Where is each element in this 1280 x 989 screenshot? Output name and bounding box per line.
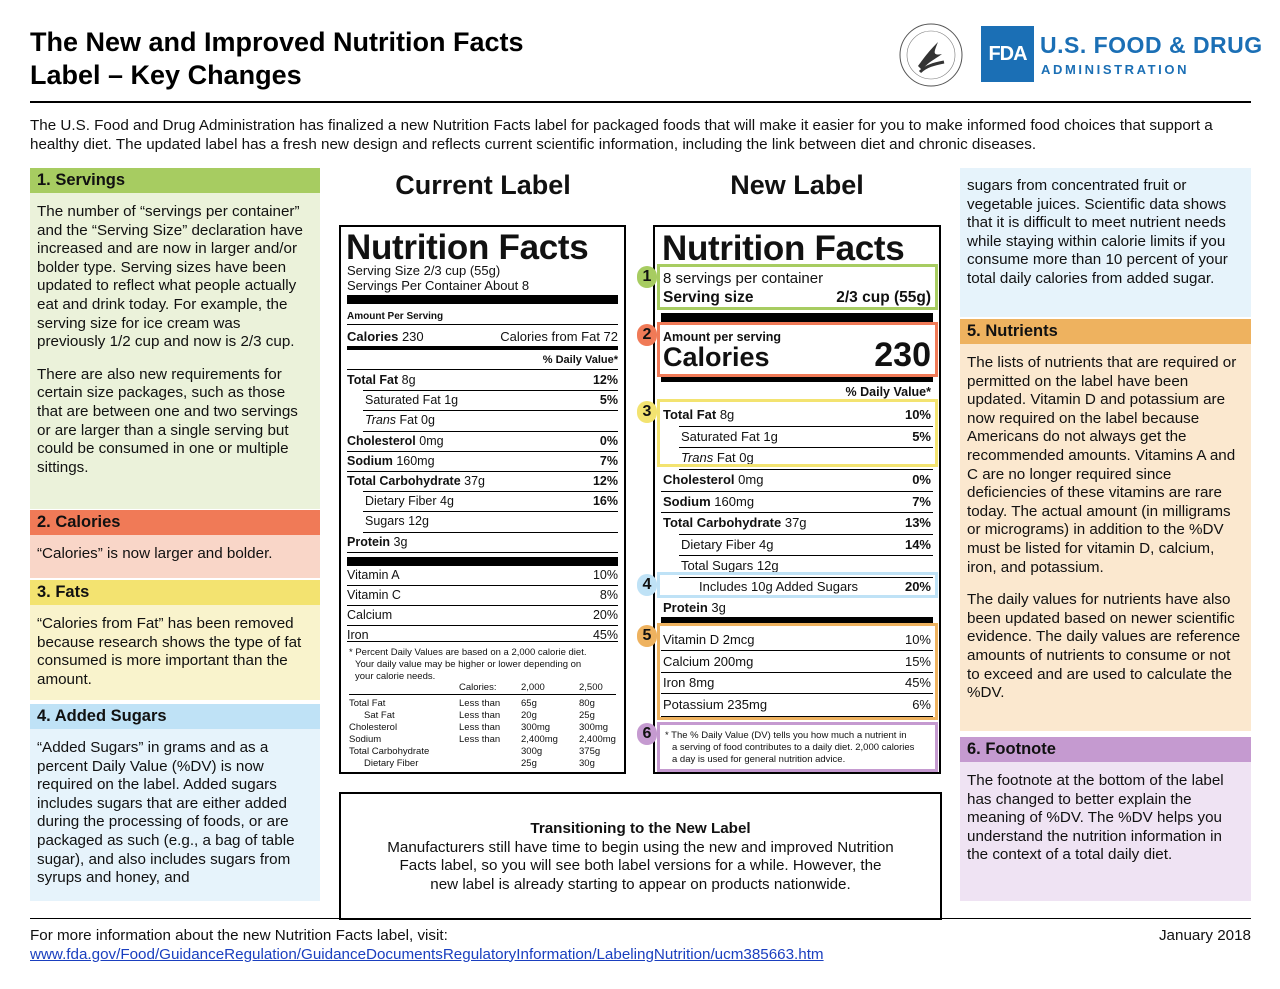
nutrient-amount: Fat 0g bbox=[399, 413, 435, 428]
nutrient-name: Cholesterol bbox=[663, 472, 735, 487]
marker-4: 4 bbox=[637, 574, 657, 596]
nutrient-label bbox=[347, 535, 407, 549]
dv-table-cell: 2,400mg bbox=[579, 734, 616, 745]
divider bbox=[347, 552, 618, 553]
panel-fats bbox=[30, 580, 320, 700]
marker-3: 3 bbox=[637, 401, 657, 423]
dv-table-header-cell: 2,500 bbox=[579, 682, 603, 693]
serving-size-label: Serving size bbox=[663, 289, 754, 306]
divider bbox=[363, 431, 618, 432]
nutrient-amount: 1g bbox=[444, 393, 459, 408]
calories-from-fat: Calories from Fat 72 bbox=[500, 329, 618, 344]
nutrient-name: Sodium bbox=[663, 493, 711, 509]
nutrient-dv: 5% bbox=[912, 428, 931, 444]
amount-per-serving: Amount per serving bbox=[663, 330, 782, 344]
nutrient-dv: 14% bbox=[904, 536, 931, 552]
vitamin-dv: 8% bbox=[599, 588, 618, 602]
divider bbox=[347, 557, 618, 566]
serving-size-value: 2/3 cup (55g) bbox=[836, 289, 931, 306]
header-divider bbox=[30, 101, 1251, 103]
dv-table-cell: 300mg bbox=[521, 722, 551, 733]
nutrient-name: Trans bbox=[681, 450, 714, 465]
vitamin-dv: 45% bbox=[592, 628, 618, 642]
nutrient-amount: 37g bbox=[784, 515, 807, 530]
nutrient-dv: 7% bbox=[912, 493, 931, 509]
dv-table-cell: Dietary Fiber bbox=[364, 758, 419, 769]
fda-administration: ADMINISTRATION bbox=[1041, 62, 1190, 77]
vitamin-dv: 10% bbox=[904, 632, 931, 647]
vitamin-name: Iron 8mg bbox=[663, 675, 715, 690]
nutrient-amount: 12g bbox=[756, 558, 779, 573]
nutrient-amount: 8g bbox=[719, 407, 735, 422]
highlight-added-sugars bbox=[657, 572, 938, 598]
nutrient-label bbox=[347, 373, 416, 387]
divider bbox=[347, 324, 618, 325]
dv-table-cell: 375g bbox=[579, 746, 601, 757]
dv-table-cell: 25g bbox=[521, 758, 537, 769]
dv-table-header-cell: 2,000 bbox=[521, 682, 545, 693]
footnote-line: a serving of food contributes to a daily diet. 2,000 calories bbox=[672, 742, 915, 753]
vitamin-row bbox=[347, 628, 618, 642]
nutrient-amount: Fat 0g bbox=[716, 450, 754, 465]
panel-added-sugars-continued bbox=[960, 168, 1251, 317]
dv-table-cell: Less than bbox=[459, 734, 501, 745]
intro-text: The U.S. Food and Drug Administration has finalized a new Nutrition Facts label for packaged foods that will make it easier for you to make informed food choices that support a healthy diet. The updated label has a fresh new design and reflects current scientific information, including the link between diet and chronic diseases. bbox=[30, 117, 1213, 153]
nutrient-label bbox=[347, 454, 435, 468]
nutrient-dv: 13% bbox=[904, 515, 931, 530]
divider bbox=[349, 694, 616, 695]
current-nutrition-label bbox=[339, 225, 626, 774]
dv-table-cell: Less than bbox=[459, 698, 501, 709]
transition-line: Manufacturers still have time to begin using the new and improved Nutrition bbox=[387, 838, 894, 856]
nutrient-row bbox=[663, 472, 931, 487]
nutrient-row bbox=[347, 454, 618, 468]
nutrient-row bbox=[347, 413, 618, 427]
vitamin-row bbox=[347, 568, 618, 582]
highlight-calories bbox=[657, 322, 938, 377]
footer-date: January 2018 bbox=[1158, 927, 1251, 944]
divider bbox=[661, 512, 933, 513]
panel-heading: 4. Added Sugars bbox=[30, 704, 320, 729]
panel-paragraph: There are also new requirements for certain size packages, such as those that are between one and two servings or are larger than a single serving but could be consumed in one or multiple sittings. bbox=[37, 365, 298, 476]
divider bbox=[363, 410, 618, 411]
label-title: Nutrition Facts bbox=[662, 229, 905, 268]
panel-servings bbox=[30, 168, 320, 509]
nutrient-label bbox=[681, 537, 774, 552]
divider bbox=[679, 555, 933, 556]
dv-table-cell: 25g bbox=[579, 710, 595, 721]
nutrient-amount: 8g bbox=[401, 373, 416, 387]
highlight-nutrients bbox=[657, 623, 938, 720]
divider bbox=[363, 390, 618, 391]
added-sugars-label: Includes 10g Added Sugars bbox=[699, 579, 859, 594]
nutrient-row bbox=[663, 558, 931, 573]
nutrient-name: Saturated Fat bbox=[681, 428, 760, 444]
daily-value-header: % Daily Value* bbox=[845, 385, 931, 399]
page-title bbox=[30, 26, 524, 92]
panel-paragraph: The lists of nutrients that are required or permitted on the label have been updated. Vitamin D and potassium are now required on the label because Americans do not always get the recommended amounts. Vitamins A and C are no longer required since deficiencies of these vitamins are rare today. The actual amount (in milligrams or micrograms) in addition to the %DV must be listed for vitamin D, calcium, iron, and potassium. bbox=[967, 354, 1237, 576]
dv-table-cell: 30g bbox=[579, 758, 595, 769]
dv-table-cell: Less than bbox=[459, 722, 501, 733]
marker-5: 5 bbox=[637, 625, 657, 647]
marker-1: 1 bbox=[637, 266, 657, 288]
footer-link[interactable]: www.fda.gov/Food/GuidanceRegulation/GuidanceDocumentsRegulatoryInformation/LabelingNutrition/ucm385663.htm bbox=[30, 945, 824, 963]
nutrient-row bbox=[663, 515, 931, 530]
nutrient-name: Total Fat bbox=[663, 407, 717, 422]
panel-body bbox=[960, 168, 1251, 317]
nutrient-name: Total Fat bbox=[347, 373, 399, 387]
nutrient-amount: 4g bbox=[440, 494, 454, 509]
fda-name: U.S. FOOD & DRUG bbox=[1040, 32, 1263, 58]
dv-table-header-cell: Calories: bbox=[459, 682, 497, 693]
nutrient-dv: 12% bbox=[592, 373, 618, 387]
nutrient-amount: 1g bbox=[763, 428, 778, 444]
dv-table-cell: 300mg bbox=[579, 722, 609, 733]
nutrient-amount: 160mg bbox=[714, 493, 755, 509]
dv-table-cell: Cholesterol bbox=[349, 722, 398, 733]
footnote-line: * The % Daily Value (DV) tells you how much a nutrient in bbox=[665, 730, 907, 741]
daily-value-header: % Daily Value* bbox=[542, 354, 618, 366]
transition-title: Transitioning to the New Label bbox=[530, 820, 751, 837]
panel-nutrients bbox=[960, 319, 1251, 731]
divider bbox=[347, 471, 618, 472]
calories-value: 230 bbox=[401, 329, 424, 344]
title-line-2: Label – Key Changes bbox=[30, 60, 302, 90]
vitamin-dv: 45% bbox=[904, 675, 931, 690]
panel-paragraph: “Calories from Fat” has been removed because research shows the type of fat consumed is more important than the amount. bbox=[37, 615, 302, 688]
hhs-seal-icon bbox=[898, 22, 964, 88]
transition-line: Facts label, so you will see both label versions for a while. However, the bbox=[399, 857, 882, 874]
marker-6: 6 bbox=[637, 723, 657, 745]
panel-heading: 5. Nutrients bbox=[960, 319, 1251, 344]
dv-table-cell: Total Carbohydrate bbox=[349, 746, 430, 757]
nutrient-label bbox=[663, 472, 763, 487]
dv-table-cell: 300g bbox=[521, 746, 543, 757]
footer-text: For more information about the new Nutrition Facts label, visit: bbox=[30, 927, 448, 944]
divider bbox=[363, 532, 618, 533]
dv-table-cell: Total Fat bbox=[349, 698, 386, 709]
title-line-1: The New and Improved Nutrition Facts bbox=[30, 27, 524, 57]
divider bbox=[661, 491, 933, 492]
nutrient-name: Sodium bbox=[347, 453, 393, 468]
vitamin-name: Vitamin A bbox=[347, 568, 400, 582]
nutrient-row bbox=[347, 434, 618, 448]
current-footnote bbox=[349, 647, 586, 683]
highlight-footnote bbox=[657, 722, 938, 772]
nutrient-name: Sugars bbox=[365, 514, 405, 529]
divider bbox=[347, 585, 618, 586]
vitamin-dv: 10% bbox=[592, 568, 618, 582]
nutrient-dv: 0% bbox=[599, 433, 618, 448]
serving-size: Serving Size 2/3 cup (55g) bbox=[347, 263, 501, 278]
protein-amount: 3g bbox=[711, 600, 726, 615]
dv-table-cell: Sodium bbox=[349, 734, 382, 745]
nutrient-row bbox=[663, 537, 931, 552]
new-label-title: New Label bbox=[730, 170, 864, 200]
nutrient-amount: 12g bbox=[408, 514, 429, 529]
panel-body bbox=[30, 193, 320, 509]
panel-paragraph: “Calories” is now larger and bolder. bbox=[37, 545, 273, 562]
nutrient-name: Protein bbox=[347, 534, 391, 549]
transition-box bbox=[339, 792, 942, 920]
divider bbox=[347, 295, 618, 304]
panel-body bbox=[30, 729, 320, 901]
nutrient-row bbox=[347, 514, 618, 528]
divider bbox=[679, 534, 933, 535]
nutrient-row bbox=[347, 535, 618, 549]
footnote-line: Your daily value may be higher or lower depending on bbox=[355, 659, 582, 670]
panel-heading: 6. Footnote bbox=[960, 737, 1251, 762]
divider bbox=[347, 451, 618, 452]
nutrient-name: Total Sugars bbox=[681, 558, 754, 573]
vitamin-dv: 20% bbox=[592, 608, 618, 622]
nutrient-label bbox=[663, 494, 754, 509]
footnote-line: your calorie needs. bbox=[355, 671, 436, 682]
vitamin-row bbox=[347, 608, 618, 622]
nutrient-name: Total Carbohydrate bbox=[663, 515, 782, 530]
dv-table-cell: 65g bbox=[521, 698, 537, 709]
footnote-line: a day is used for general nutrition advice. bbox=[672, 754, 846, 765]
nutrient-row bbox=[347, 494, 618, 508]
nutrient-amount: 0mg bbox=[738, 472, 764, 487]
divider bbox=[363, 511, 618, 512]
panel-body bbox=[30, 535, 320, 578]
nutrient-amount: 3g bbox=[393, 534, 408, 549]
panel-heading: 3. Fats bbox=[30, 580, 320, 605]
nutrient-name: Dietary Fiber bbox=[365, 494, 437, 509]
nutrient-name: Saturated Fat bbox=[365, 393, 441, 408]
nutrient-dv: 10% bbox=[904, 407, 931, 422]
vitamin-dv: 6% bbox=[912, 696, 931, 712]
panel-added-sugars bbox=[30, 704, 320, 901]
current-label-title: Current Label bbox=[395, 170, 571, 200]
footer bbox=[30, 927, 824, 964]
panel-paragraph: sugars from concentrated fruit or vegetable juices. Scientific data shows that it is difficult to meet nutrient needs while staying within calorie limits if you consume more than 10 percent of your total daily calories from added sugar. bbox=[967, 177, 1228, 287]
nutrient-dv: 5% bbox=[599, 393, 618, 408]
label-title: Nutrition Facts bbox=[346, 228, 589, 267]
highlight-servings bbox=[657, 264, 938, 310]
vitamin-row bbox=[347, 588, 618, 602]
amount-per-serving: Amount Per Serving bbox=[347, 311, 444, 322]
added-sugars-dv: 20% bbox=[904, 579, 931, 594]
calories-label: Calories bbox=[663, 342, 770, 372]
nutrient-name: Dietary Fiber bbox=[681, 536, 756, 552]
panel-paragraph: “Added Sugars” in grams and as a percent Daily Value (%DV) is now required on the label. Added sugars includes sugars that are either added during the processing of foods, or are packaged as such (e.g., a bag of table sugar), and also includes sugars from syrups and honey, and bbox=[37, 739, 295, 887]
nutrient-dv: 7% bbox=[599, 453, 618, 468]
nutrient-name: Cholesterol bbox=[347, 433, 416, 448]
panel-heading: 2. Calories bbox=[30, 510, 320, 535]
vitamin-name: Calcium 200mg bbox=[663, 653, 754, 669]
protein-label: Protein bbox=[663, 600, 708, 615]
nutrient-label bbox=[365, 393, 458, 407]
vitamin-name: Iron bbox=[347, 628, 369, 642]
panel-heading: 1. Servings bbox=[30, 168, 320, 193]
nutrient-row bbox=[347, 393, 618, 407]
protein-row bbox=[663, 600, 931, 615]
nutrient-name: Trans bbox=[365, 413, 397, 428]
divider bbox=[347, 625, 618, 626]
nutrient-label bbox=[347, 474, 485, 488]
footnote-line: * Percent Daily Values are based on a 2,000 calorie diet. bbox=[349, 647, 587, 658]
panel-paragraph: The daily values for nutrients have also been updated based on newer scientific evidence. The daily values are reference amounts of nutrients to consume or not to exceed and are used to calculate the %DV. bbox=[967, 591, 1241, 702]
dv-table-cell: 2,400mg bbox=[521, 734, 558, 745]
panel-body bbox=[960, 344, 1251, 731]
divider bbox=[363, 491, 618, 492]
nutrient-name: Total Carbohydrate bbox=[347, 474, 461, 488]
nutrient-label bbox=[365, 514, 429, 528]
divider bbox=[347, 605, 618, 606]
vitamin-name: Potassium 235mg bbox=[663, 696, 768, 712]
vitamin-dv: 15% bbox=[904, 653, 931, 669]
nutrient-row bbox=[663, 494, 931, 509]
panel-footnote bbox=[960, 737, 1251, 901]
vitamin-name: Calcium bbox=[347, 608, 393, 622]
panel-calories bbox=[30, 510, 320, 578]
nutrient-label bbox=[365, 413, 435, 427]
marker-2: 2 bbox=[637, 324, 657, 346]
nutrient-amount: 37g bbox=[464, 474, 486, 488]
servings-per-container: 8 servings per container bbox=[663, 270, 824, 287]
divider bbox=[347, 346, 618, 350]
nutrient-row bbox=[347, 474, 618, 488]
nutrient-dv: 0% bbox=[912, 472, 931, 487]
nutrient-label bbox=[347, 434, 444, 448]
calories-value: 230 bbox=[874, 336, 931, 374]
nutrient-label bbox=[681, 558, 779, 573]
transition-line: new label is already starting to appear on products nationwide. bbox=[430, 875, 851, 893]
vitamin-name: Vitamin C bbox=[347, 588, 401, 602]
vitamin-name: Vitamin D 2mcg bbox=[663, 632, 755, 647]
dv-table-cell: 80g bbox=[579, 698, 595, 709]
panel-paragraph: The footnote at the bottom of the label has changed to better explain the meaning of %DV. The %DV helps you understand the nutrition information in the context of a total daily diet. bbox=[967, 772, 1224, 864]
nutrient-label bbox=[365, 494, 454, 508]
nutrient-amount: 0mg bbox=[419, 433, 444, 448]
dv-table-cell: 20g bbox=[521, 710, 537, 721]
panel-paragraph: The number of “servings per container” and the “Serving Size” declaration have increased and are now in larger and/or bolder type. Serving sizes have been updated to reflect what people actually eat and drink today. For example, the serving size for ice cream was previously 1/2 cup and now is 2/3 cup. bbox=[37, 203, 303, 351]
divider bbox=[679, 469, 933, 470]
highlight-fats bbox=[657, 399, 938, 467]
nutrient-label bbox=[663, 515, 807, 530]
footer-divider bbox=[30, 918, 1251, 919]
divider bbox=[347, 369, 618, 370]
panel-body bbox=[960, 762, 1251, 901]
nutrient-row bbox=[347, 373, 618, 387]
dv-table-cell: Less than bbox=[459, 710, 501, 721]
nutrient-amount: 4g bbox=[759, 536, 774, 552]
nutrient-dv: 12% bbox=[592, 474, 618, 488]
servings-per-container: Servings Per Container About 8 bbox=[347, 278, 530, 293]
nutrient-amount: 160mg bbox=[396, 453, 435, 468]
calories-label: Calories bbox=[347, 329, 399, 344]
dv-table-cell: Sat Fat bbox=[364, 710, 395, 721]
fda-logo-icon: FDA bbox=[981, 26, 1034, 82]
panel-body bbox=[30, 605, 320, 700]
nutrient-dv: 16% bbox=[592, 494, 618, 509]
